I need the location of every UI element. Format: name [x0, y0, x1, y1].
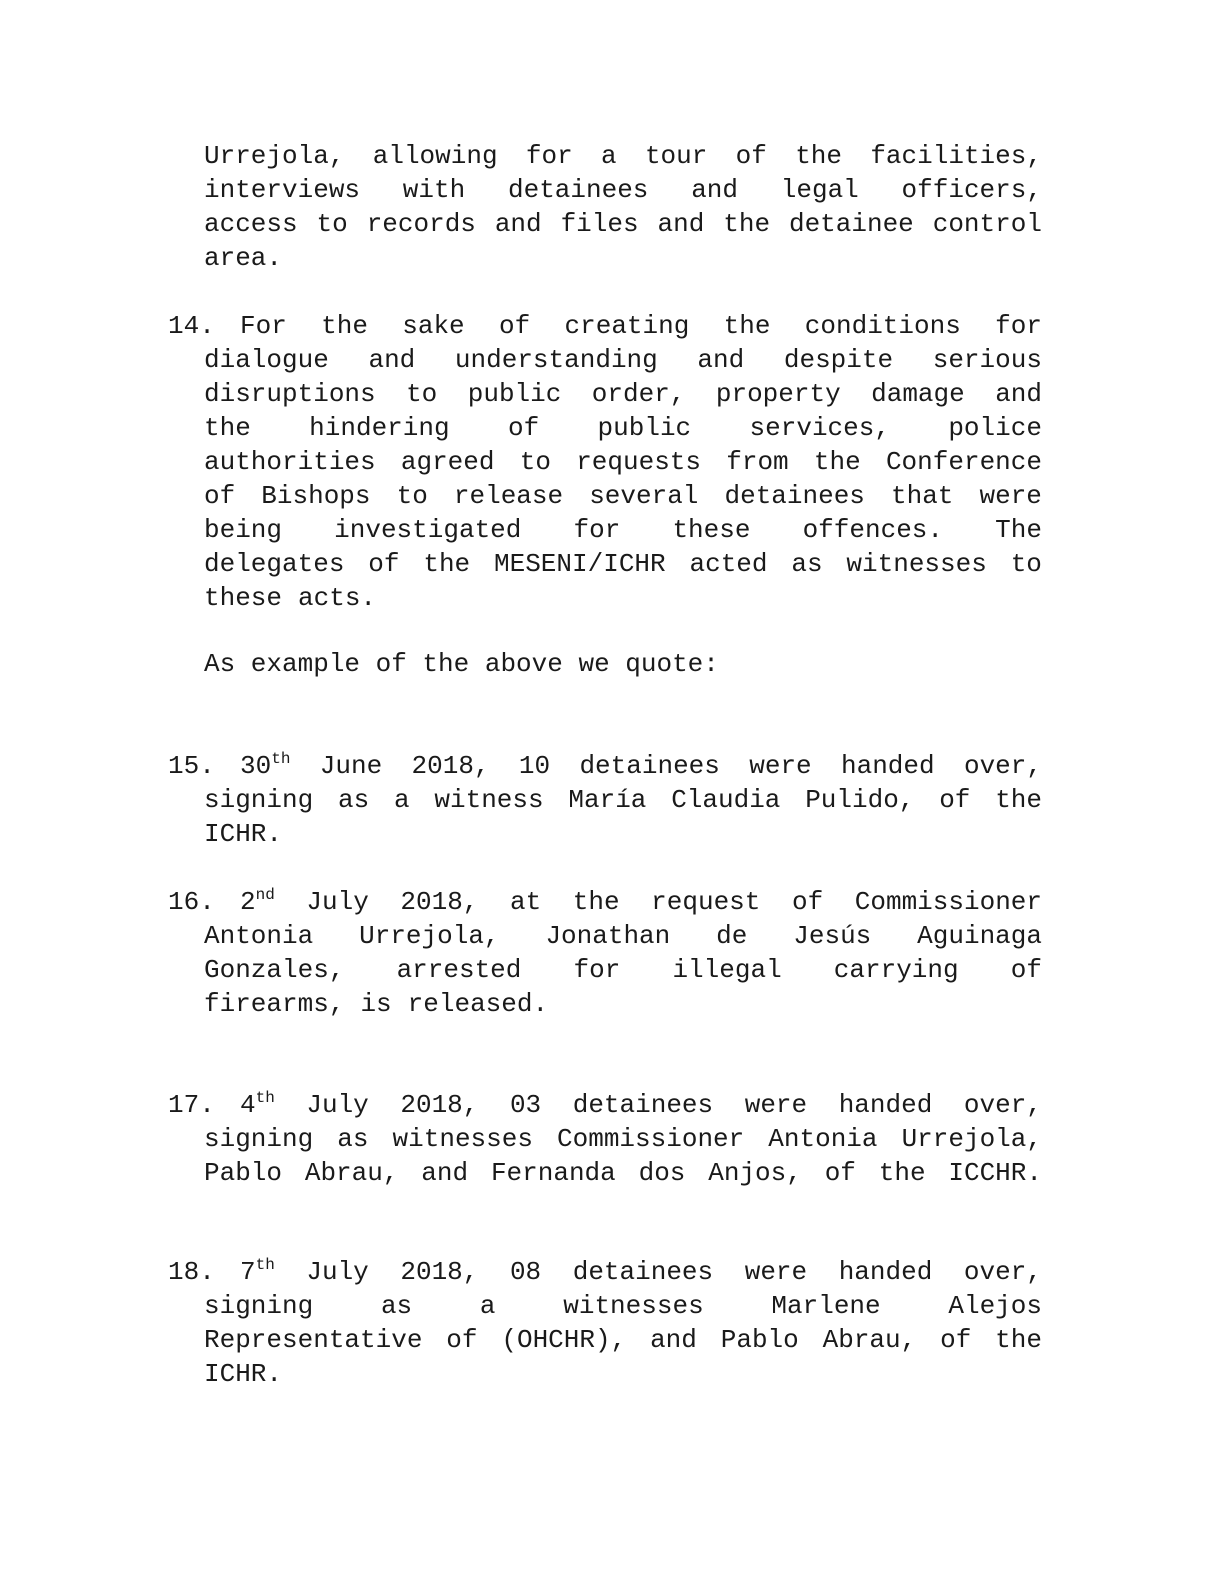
text-line [204, 547, 1042, 581]
paragraph-18-first-line [240, 1255, 1042, 1289]
word: dialogue [204, 345, 329, 375]
word: ICHR. [204, 819, 283, 849]
word: of [446, 1325, 478, 1355]
paragraph-number: 17. [168, 1090, 215, 1120]
word: detainees [507, 175, 649, 205]
text-line [204, 1357, 1042, 1391]
word: witness [434, 785, 544, 815]
word: access [204, 209, 298, 239]
word: 2018, [400, 1257, 479, 1287]
word: officers, [901, 175, 1042, 205]
word: tour [644, 141, 708, 171]
text-line [204, 513, 1042, 547]
word: serious [932, 345, 1042, 375]
word: from [726, 447, 789, 477]
day-number: 4 [240, 1090, 256, 1120]
word: Anjos, [708, 1158, 802, 1188]
ordinal-date [240, 1088, 275, 1122]
ordinal-suffix: th [271, 750, 291, 768]
word: detainees [572, 1090, 714, 1120]
text-line [204, 207, 1042, 241]
word: disruptions [204, 379, 376, 409]
word: allowing [372, 141, 498, 171]
word: Abrau, [822, 1325, 917, 1355]
word: order, [591, 379, 686, 409]
word: the [795, 141, 843, 171]
word: Pablo [720, 1325, 799, 1355]
text-line [204, 139, 1042, 173]
word: Urrejola, [204, 141, 345, 171]
word: a [394, 785, 410, 815]
word: as [337, 1124, 369, 1154]
word: Claudia [671, 785, 781, 815]
word: for [573, 955, 621, 985]
text-line [204, 783, 1042, 817]
text-line [240, 885, 1042, 919]
word: of [939, 785, 971, 815]
word: creating [564, 311, 690, 341]
word: handed [841, 751, 935, 781]
paragraph-17-first-line [240, 1088, 1042, 1122]
word: illegal [672, 955, 782, 985]
paragraph-14-body [204, 343, 1042, 615]
word: 2018, [400, 1090, 479, 1120]
word: to [519, 447, 551, 477]
word: Urrejola, [359, 921, 500, 951]
paragraph-number: 16. [168, 887, 215, 917]
word: signing [204, 785, 314, 815]
word: July [306, 887, 369, 917]
word: detainee [788, 209, 914, 239]
word: ICCHR. [948, 1158, 1042, 1188]
word: María [568, 785, 647, 815]
word: offences. [802, 515, 944, 545]
ordinal-suffix: th [255, 1256, 275, 1274]
paragraph-16-first-line [240, 885, 1042, 919]
word: 2018, [411, 751, 490, 781]
word: these [672, 515, 751, 545]
word: Commissioner [854, 887, 1042, 917]
word: detainees [579, 751, 720, 781]
word: July [306, 1257, 369, 1287]
word: Representative [204, 1325, 423, 1355]
paragraph-15-first-line [240, 749, 1042, 783]
word: and [494, 209, 542, 239]
word: acts. [298, 583, 377, 613]
word: the [723, 209, 771, 239]
word: a [479, 1291, 496, 1321]
word: the [423, 549, 471, 579]
word: 08 [509, 1257, 542, 1287]
paragraph-14-first-line [240, 309, 1042, 343]
word: records [366, 209, 476, 239]
word: and [650, 1325, 697, 1355]
word: the [813, 447, 861, 477]
word: For [240, 311, 287, 341]
paragraph-16-body [204, 919, 1042, 1021]
word: Antonia [204, 921, 314, 951]
word: Marlene [771, 1291, 881, 1321]
ordinal-date [240, 749, 290, 783]
word: Urrejola, [901, 1124, 1042, 1154]
word: conditions [804, 311, 961, 341]
day-number: 7 [240, 1257, 256, 1287]
word: 10 [518, 751, 551, 781]
word: Pulido, [805, 785, 915, 815]
word: July [306, 1090, 369, 1120]
word: detainees [572, 1257, 714, 1287]
word: of [1010, 955, 1042, 985]
word: these [204, 583, 283, 613]
ordinal-suffix: th [255, 1089, 275, 1107]
word: of [824, 1158, 856, 1188]
word: requests [576, 447, 702, 477]
ordinal-date [240, 885, 275, 919]
text-line [204, 377, 1042, 411]
word: files [560, 209, 639, 239]
paragraph-number: 18. [168, 1257, 215, 1287]
word: as [338, 785, 370, 815]
word: Bishops [261, 481, 371, 511]
word: agreed [400, 447, 495, 477]
word: firearms, [204, 989, 345, 1019]
word: the [878, 1158, 926, 1188]
word: of [204, 481, 236, 511]
word: damage [871, 379, 965, 409]
text-line [240, 309, 1042, 343]
word: and [691, 175, 738, 205]
text-line [204, 1122, 1042, 1156]
word: and [421, 1158, 469, 1188]
word: the [572, 887, 620, 917]
text-line [240, 1088, 1042, 1122]
word: handed [838, 1090, 933, 1120]
word: Jonathan [545, 921, 671, 951]
word: Fernanda [490, 1158, 616, 1188]
word: (OHCHR), [501, 1325, 627, 1355]
word: 03 [509, 1090, 542, 1120]
word: of [735, 141, 767, 171]
word: investigated [334, 515, 522, 545]
text-line [204, 919, 1042, 953]
text-line [204, 343, 1042, 377]
word: signing [204, 1291, 314, 1321]
word: and [368, 345, 416, 375]
day-number: 30 [240, 751, 272, 781]
day-number: 2 [240, 887, 256, 917]
paragraph-number: 14. [168, 311, 215, 341]
paragraph-15-body [204, 783, 1042, 851]
word: were [979, 481, 1042, 511]
word: being [204, 515, 283, 545]
word: Gonzales, [204, 955, 345, 985]
word: release [453, 481, 564, 511]
word: were [744, 1090, 808, 1120]
word: ICHR. [204, 1359, 283, 1389]
word: to [396, 481, 428, 511]
word: Jesús [793, 921, 872, 951]
word: several [589, 481, 699, 511]
word: witnesses [392, 1124, 533, 1154]
word: delegates [204, 549, 345, 579]
word: acted [689, 549, 768, 579]
word: authorities [204, 447, 376, 477]
word: police [948, 413, 1042, 443]
word: for [525, 141, 573, 171]
word: Antonia [768, 1124, 878, 1154]
word: were [749, 751, 812, 781]
word: of [368, 549, 400, 579]
text-line [204, 987, 1042, 1021]
text-line [204, 1323, 1042, 1357]
word: despite [783, 345, 894, 375]
word: Aguinaga [917, 921, 1042, 951]
word: Commissioner [557, 1124, 745, 1154]
paragraph-13-continuation [204, 139, 1042, 275]
word: de [716, 921, 748, 951]
word: and [995, 379, 1042, 409]
ordinal-suffix: nd [255, 886, 275, 904]
word: signing [204, 1124, 314, 1154]
paragraph-number: 15. [168, 751, 215, 781]
word: released. [407, 989, 549, 1019]
word: carrying [833, 955, 959, 985]
text-line [204, 411, 1042, 445]
paragraph-18-body [204, 1289, 1042, 1391]
word: as [791, 549, 823, 579]
word: area. [204, 243, 283, 273]
word: and [657, 209, 705, 239]
ordinal-date [240, 1255, 275, 1289]
text-line [204, 241, 1042, 275]
word: Abrau, [304, 1158, 399, 1188]
word: the [995, 785, 1042, 815]
word: is [360, 989, 392, 1019]
word: with [402, 175, 466, 205]
word: Pablo [204, 1158, 283, 1188]
text-line [204, 479, 1042, 513]
word: control [932, 209, 1042, 239]
word: for [995, 311, 1042, 341]
text-line [204, 1289, 1042, 1323]
word: hindering [309, 413, 450, 443]
text-line [204, 1156, 1042, 1190]
word: legal [780, 175, 859, 205]
word: for [573, 515, 621, 545]
word: a [601, 141, 617, 171]
word: Alejos [948, 1291, 1042, 1321]
word: The [995, 515, 1042, 545]
word: the [723, 311, 771, 341]
word: understanding [454, 345, 658, 375]
word: of [940, 1325, 972, 1355]
word: request [651, 887, 761, 917]
word: to [1010, 549, 1042, 579]
word: interviews [204, 175, 361, 205]
quote-intro: As example of the above we quote: [204, 649, 719, 679]
word: of [791, 887, 824, 917]
word: property [715, 379, 841, 409]
word: the [321, 311, 368, 341]
word: services, [749, 413, 890, 443]
word: were [744, 1257, 808, 1287]
word: at [509, 887, 542, 917]
word: witnesses [563, 1291, 704, 1321]
word: MESENI/ICHR [494, 549, 666, 579]
word: the [995, 1325, 1042, 1355]
word: as [380, 1291, 413, 1321]
word: and [697, 345, 745, 375]
text-line [204, 581, 1042, 615]
word: over, [963, 751, 1042, 781]
word: facilities, [870, 141, 1042, 171]
word: public [467, 379, 562, 409]
word: of [507, 413, 540, 443]
word: witnesses [846, 549, 987, 579]
word: June [319, 751, 383, 781]
paragraph-17-body [204, 1122, 1042, 1190]
word: of [498, 311, 531, 341]
word: to [316, 209, 348, 239]
text-line [204, 817, 1042, 851]
word: arrested [396, 955, 522, 985]
word: detainees [724, 481, 865, 511]
word: public [597, 413, 692, 443]
text-line [204, 173, 1042, 207]
word: 2018, [400, 887, 479, 917]
word: that [891, 481, 954, 511]
text-line [240, 1255, 1042, 1289]
word: sake [402, 311, 465, 341]
text-line [240, 749, 1042, 783]
text-line [204, 445, 1042, 479]
word: to [406, 379, 438, 409]
word: dos [638, 1158, 686, 1188]
word: handed [838, 1257, 933, 1287]
word: over, [963, 1090, 1042, 1120]
word: over, [963, 1257, 1042, 1287]
text-line [204, 953, 1042, 987]
word: Conference [885, 447, 1042, 477]
word: the [204, 413, 251, 443]
